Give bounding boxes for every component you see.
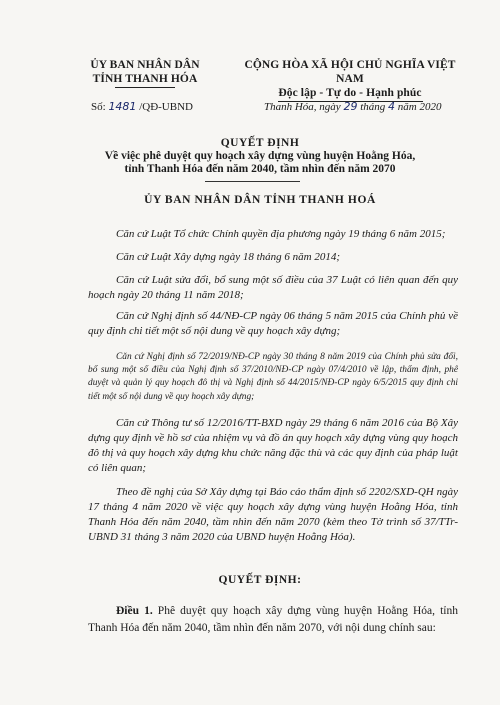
- issuer-underline: [115, 87, 175, 88]
- national-motto: Độc lập - Tự do - Hạnh phúc: [278, 87, 422, 99]
- article-1-label: Điều 1.: [116, 605, 153, 617]
- subject-line-1: Về việc phê duyệt quy hoạch xây dựng vùng huyện Hoằng Hóa,: [104, 150, 416, 162]
- proposal-basis: Theo đề nghị của Sở Xây dựng tại Báo cáo thẩm định số 2202/SXD-QH ngày 17 tháng 4 năm 2020 về việc quy hoạch xây dựng vùng huyện Hoằng Hóa, tỉnh Thanh Hóa đến năm 2040, tầm nhìn đến năm 2070 (kèm theo Tờ trình số 37/TTr-UBND 31 tháng 3 năm 2020 của UBND huyện Hoằng Hóa).: [88, 486, 458, 543]
- article-1-text: Phê duyệt quy hoạch xây dựng vùng huyện Hoằng Hóa, tỉnh Thanh Hóa đến năm 2040, tầm nhìn đến năm 2070, với nội dung chính sau:: [88, 605, 458, 634]
- legal-basis-6: Căn cứ Thông tư số 12/2016/TT-BXD ngày 29 tháng 6 năm 2016 của Bộ Xây dựng quy định về hồ sơ của nhiệm vụ và đồ án quy hoạch xây dựng vùng quy hoạch đô thị và quy hoạch xây dựng khu chức năng đặc thù và các quy định của pháp luật có liên quan;: [88, 417, 458, 474]
- legal-basis-4: Căn cứ Nghị định số 44/NĐ-CP ngày 06 tháng 5 năm 2015 của Chính phủ về quy định chi tiết một số nội dung về quy hoạch xây dựng;: [88, 310, 458, 337]
- number-suffix: /QĐ-UBND: [139, 101, 193, 113]
- article-1: [88, 603, 458, 637]
- decision-heading: QUYẾT ĐỊNH:: [218, 574, 302, 586]
- title-divider: [205, 181, 300, 182]
- issuer-block: [80, 58, 210, 88]
- number-value: 1481: [108, 100, 137, 113]
- issuer-line-2: TỈNH THANH HÓA: [92, 73, 198, 85]
- number-prefix: Số:: [91, 101, 106, 113]
- date-year: năm 2020: [397, 101, 442, 113]
- subject-line-2: tỉnh Thanh Hóa đến năm 2040, tầm nhìn đến năm 2070: [124, 163, 396, 175]
- legal-basis-5: Căn cứ Nghị định số 72/2019/NĐ-CP ngày 30 tháng 8 năm 2019 của Chính phủ sửa đổi, bổ sung một số điều của Nghị định số 37/2010/NĐ-CP ngày 07/4/2010 về lập, thẩm định, phê duyệt và quản lý quy hoạch đô thị và Nghị định số 44/2015/NĐ-CP ngày 6/5/2015 quy định chi tiết một số nội dung về quy hoạch xây dựng;: [88, 352, 458, 402]
- document-number: [91, 100, 193, 113]
- legal-basis-3: Căn cứ Luật sửa đổi, bổ sung một số điều của 37 Luật có liên quan đến quy hoạch ngày 20 tháng 11 năm 2018;: [88, 274, 458, 301]
- issue-date: [264, 100, 441, 113]
- issuing-authority: ỦY BAN NHÂN DÂN TỈNH THANH HOÁ: [144, 194, 376, 206]
- legal-basis-2: Căn cứ Luật Xây dựng ngày 18 tháng 6 năm 2014;: [116, 251, 341, 263]
- document-type: QUYẾT ĐỊNH: [220, 137, 300, 149]
- issuer-line-1: ỦY BAN NHÂN DÂN: [90, 59, 200, 71]
- national-motto-block: [230, 58, 470, 102]
- date-month-label: tháng: [360, 101, 386, 113]
- date-place: Thanh Hóa, ngày: [264, 101, 341, 113]
- date-day: 29: [343, 100, 358, 113]
- legal-basis-1: Căn cứ Luật Tổ chức Chính quyền địa phương ngày 19 tháng 6 năm 2015;: [116, 228, 446, 240]
- national-name: CỘNG HÒA XÃ HỘI CHỦ NGHĨA VIỆT NAM: [244, 59, 456, 85]
- date-month: 4: [388, 100, 396, 113]
